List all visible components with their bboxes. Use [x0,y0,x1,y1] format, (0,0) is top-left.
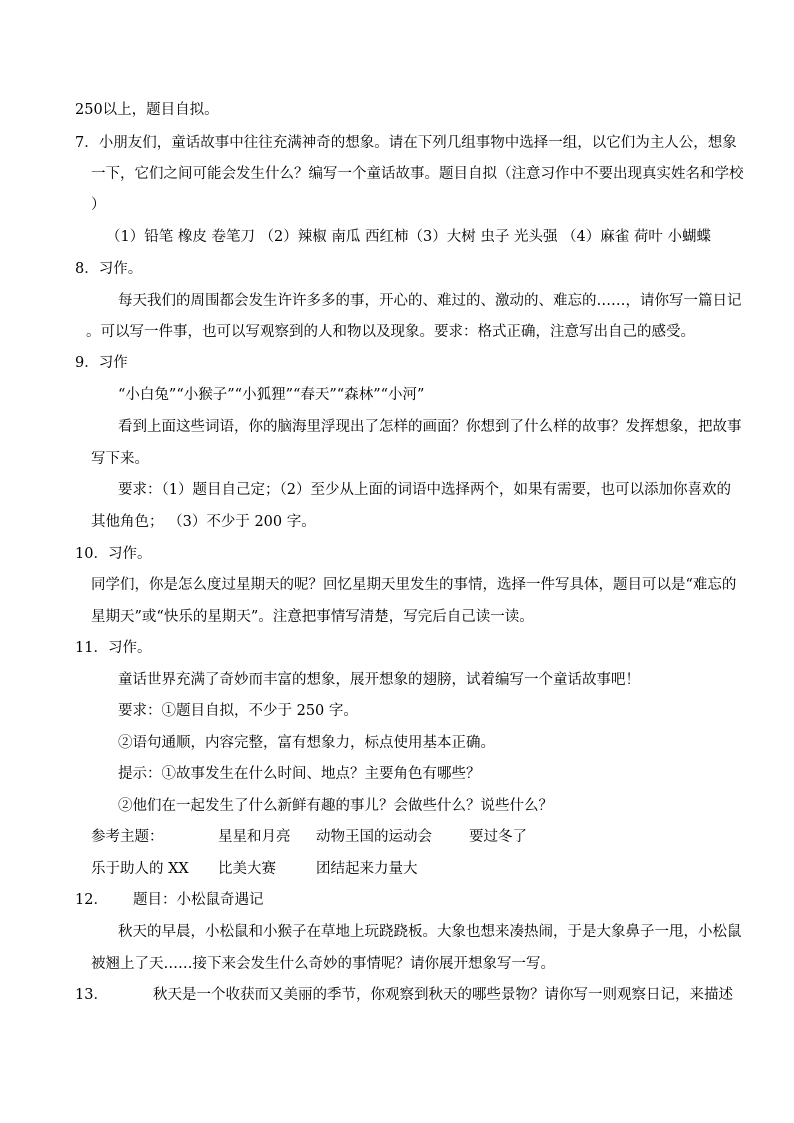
question-11-heading [75,638,151,658]
continuation-text: 250以上，题目自拟。 [75,102,219,118]
question-8-heading [75,259,142,279]
question-11-requirement-2: ②语句通顺，内容完整，富有想象力，标点使用基本正确。 [118,735,495,751]
question-number: 7． [75,135,99,151]
question-10-heading [75,544,151,564]
question-12-line-1: 秋天的早晨，小松鼠和小猴子在草地上玩跷跷板。大象也想来凑热闹，于是大象鼻子一甩，小松鼠 [118,924,742,940]
question-7-line-2: 一下，它们之间可能会发生什么？编写一个童话故事。题目自拟（注意习作中不要出现真实姓名和学校 [91,166,744,182]
question-8-line-2: 。可以写一件事，也可以写观察到的人和物以及现象。要求：格式正确，注意写出自己的感受。 [86,324,695,340]
question-9-words: “小白兔”“小猴子”“小狐狸”“春天”“森林”“小河” [118,387,425,403]
question-text: 小朋友们，童话故事中往往充满神奇的想象。请在下列几组事物中选择一组，以它们为主人公，想象 [98,135,737,151]
question-title: 习作。 [98,261,143,277]
question-9-line-2: 写下来。 [91,451,149,467]
question-12-number: 12． [75,892,108,908]
question-9-requirement-2: 其他角色； （3）不少于 200 字。 [91,514,316,530]
question-8-line-1: 每天我们的周围都会发生许许多多的事，开心的、难过的、激动的、难忘的……，请你写一篇日记 [118,293,742,309]
question-12-line-2: 被翘上了天……接下来会发生什么奇妙的事情呢？请你展开想象写一写。 [91,956,555,972]
theme-item: 乐于助人的 XX [91,861,189,877]
question-11-hint-1: 提示：①故事发生在什么时间、地点？主要角色有哪些？ [118,766,481,782]
question-7-line-3: ） [91,197,106,213]
question-11-hint-2: ②他们在一起发生了什么新鲜有趣的事儿？会做些什么？说些什么？ [118,798,553,814]
question-7-line-1 [75,133,737,153]
question-11-requirement-1: 要求：①题目自拟，不少于 250 字。 [118,703,358,719]
question-title: 习作 [98,355,128,371]
question-number: 8． [75,261,99,277]
question-11-line-1: 童话世界充满了奇妙而丰富的想象，展开想象的翅膀，试着编写一个童话故事吧！ [118,672,640,688]
question-title: 习作。 [107,640,152,656]
question-title: 习作。 [107,546,152,562]
theme-item: 要过冬了 [469,829,527,845]
question-9-heading [75,353,128,373]
question-11-themes-label: 参考主题： [91,829,164,845]
question-9-line-1: 看到上面这些词语，你的脑海里浮现出了怎样的画面？你想到了什么样的故事？发挥想象，把故事 [118,419,742,435]
theme-item: 比美大赛 [218,861,276,877]
question-number: 9． [75,355,99,371]
question-9-requirement-1: 要求：（1）题目自己定；（2）至少从上面的词语中选择两个，如果有需要，也可以添加你喜欢的 [118,482,731,498]
question-12-title: 题目：小松鼠奇遇记 [133,892,264,908]
question-number: 10． [75,546,108,562]
question-7-options: （1）铅笔 橡皮 卷笔刀 （2）辣椒 南瓜 西红柿（3）大树 虫子 光头强 （4）麻雀 荷叶 小蝴蝶 [106,229,711,245]
question-number: 11． [75,640,108,656]
question-13-number: 13． [75,987,108,1003]
theme-item: 星星和月亮 [218,829,291,845]
question-13-line-1: 秋天是一个收获而又美丽的季节，你观察到秋天的哪些景物？请你写一则观察日记，来描述 [153,987,733,1003]
theme-item: 团结起来力量大 [316,861,418,877]
question-10-line-1: 同学们，你是怎么度过星期天的呢？回忆星期天里发生的事情，选择一件写具体，题目可以是“难忘的 [91,577,737,593]
question-10-line-2: 星期天”或“快乐的星期天”。注意把事情写清楚，写完后自己读一读。 [91,609,534,625]
theme-item: 动物王国的运动会 [316,829,432,845]
